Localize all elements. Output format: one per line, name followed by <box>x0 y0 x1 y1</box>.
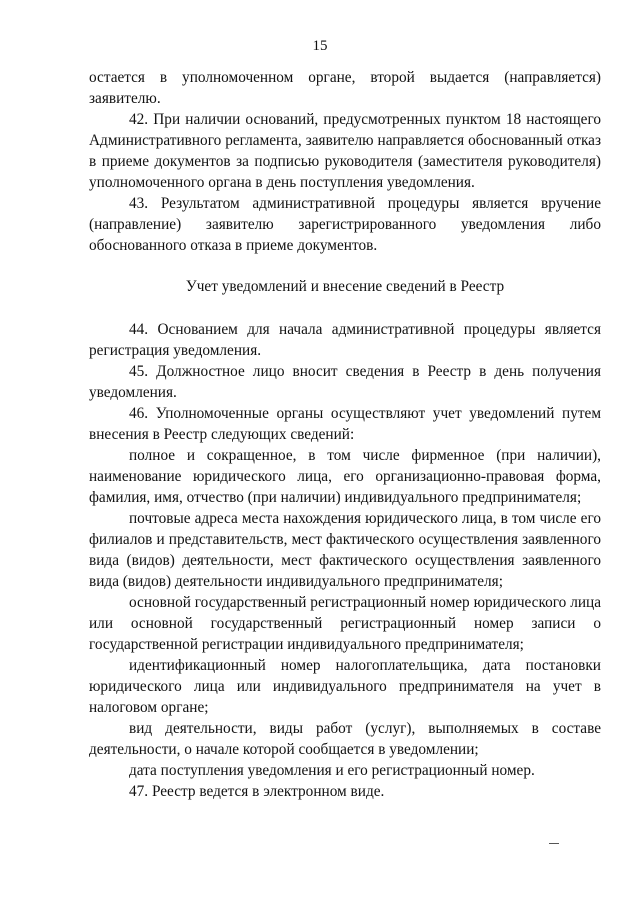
list-item-addresses: почтовые адреса места нахождения юридического лица, в том числе его филиалов и представительств, мест фактического осуществления заявленного вида (видов) деятельности, мест фактического осуществления заявленного вида (видов) деятельности индивидуального предпринимателя; <box>89 510 601 590</box>
list-item-ogrn: основной государственный регистрационный номер юридического лица или основной государственный регистрационный номер записи о государственной регистрации индивидуального предпринимателя; <box>89 594 601 653</box>
page-number: 15 <box>312 38 328 54</box>
list-item-inn: идентификационный номер налогоплательщика, дата постановки юридического лица или индивидуального предпринимателя на учет в налоговом органе; <box>89 657 601 716</box>
paragraph-47: 47. Реестр ведется в электронном виде. <box>129 783 385 800</box>
list-item-activity: вид деятельности, виды работ (услуг), выполняемых в составе деятельности, о начале которой сообщается в уведомлении; <box>89 720 601 758</box>
list-item-date: дата поступления уведомления и его регистрационный номер. <box>129 762 535 779</box>
scan-mark <box>549 843 559 844</box>
paragraph-42: 42. При наличии оснований, предусмотренных пунктом 18 настоящего Административного регламента, заявителю направляется обоснованный отказ в приеме документов за подписью руководителя (заместителя руководителя) уполномоченного органа в день поступления уведомления. <box>89 111 601 191</box>
list-item-name: полное и сокращенное, в том числе фирменное (при наличии), наименование юридического лица, его организационно-правовая форма, фамилия, имя, отчество (при наличии) индивидуального предпринимателя; <box>89 447 601 506</box>
section-heading: Учет уведомлений и внесение сведений в Реестр <box>185 278 505 295</box>
paragraph-45: 45. Должностное лицо вносит сведения в Реестр в день получения уведомления. <box>89 363 601 401</box>
paragraph-43: 43. Результатом административной процедуры является вручение (направление) заявителю зарегистрированного уведомления либо обоснованного отказа в приеме документов. <box>89 195 601 254</box>
paragraph-46: 46. Уполномоченные органы осуществляют учет уведомлений путем внесения в Реестр следующих сведений: <box>89 405 601 443</box>
paragraph-44: 44. Основанием для начала административной процедуры является регистрация уведомления. <box>89 321 601 359</box>
paragraph-continuation: остается в уполномоченном органе, второй выдается (направляется) заявителю. <box>89 69 601 107</box>
document-body <box>89 67 601 802</box>
